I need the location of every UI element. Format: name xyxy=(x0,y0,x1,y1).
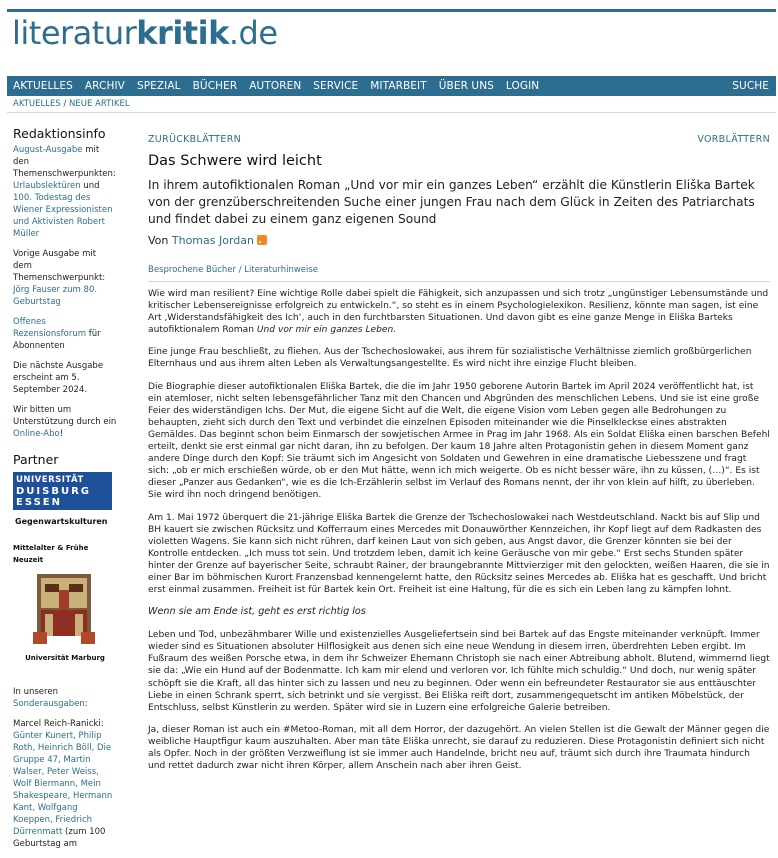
ude-logo-line2: DUISBURG xyxy=(16,486,91,497)
nav-item-suche[interactable]: SUCHE xyxy=(732,80,769,92)
top-rule xyxy=(7,9,776,12)
topic-link-urlaub[interactable]: Urlaubslektüren xyxy=(13,181,81,191)
forward-link[interactable]: VORBLÄTTERN xyxy=(697,134,770,145)
nav-item-spezial[interactable]: SPEZIAL xyxy=(136,80,181,92)
paragraph-1-text: Wie wird man resilient? Eine wichtige Rolle dabei spielt die Fähigkeit, sich anzupassen und sich trotz „ungünstiger Lebensumstände und kritischer Lebensereignisse erfolgreich zu entwickeln.“, so steht es in einem Psychologielexikon. Resilienz, könnte man sagen, ist eine Art ‚Widerstandsfähigkeit des Ich‘, auch in den furchtbarsten Situationen. Und davon gibt es eine ganze Menge in Eliška Barteks autofiktionalem Roman xyxy=(148,289,769,336)
special-issues xyxy=(13,686,117,850)
article-paragraph-5: Leben und Tod, unbezähmbarer Wille und existenzielles Ausgeliefertsein sind bei Bartek auf das Engste miteinander verknüpft. Immer wieder sind es Situationen absoluter Hilflosigkeit aus denen sich eine neue Wendung in diesem irren, überdrehten Leben ergibt. Im Fußraum des weißen Porsche etwa, in dem ihr Schweizer Ehemann Christoph sie nach einer Abtreibung abholt. Blutend, wimmernd liegt sie da: „Wie ein Hund auf der Bodenmatte. Ich kam mir elend und verloren vor. Ich fühlte mich schuldig.“ Und doch, nur wenig später schöpft sie die Kraft, all das hinter sich zu lassen und neu zu beginnen. Oder wenn ein befreundeter Restaurator sie aus enttäuschter Liebe in einen Schrank sperrt, sich betrinkt und sie vergisst. Bei Eliška reift dort, zusammengequetscht im antiken Möbelstück, der Entschluss, selbst Künstlerin zu werden. Später wird sie in Luzern eine erfolgreiche Galerie betreiben. xyxy=(148,630,770,713)
article-paragraph-4: Am 1. Mai 1972 überquert die 21-jährige Eliška Bartek die Grenze der Tschechoslowakei nach Westdeutschland. Nackt bis auf Slip und BH kauert sie zwischen Rücksitz und Kofferraum eines Mercedes mit Donauwörther Kennzeichen, ihr Kopf liegt auf dem Radkasten des violetten Wagens. Sie kann sich nicht rühren, darf keinen Laut von sich geben, aus Angst davor, die Grenzer könnten sie bei der Kontrolle entdecken. „Ich muss tot sein. Und trotzdem leben, damit ich keine Geräusche von mir gebe.“ Erst sechs Stunden später hinter der Grenze auf bayerischer Seite, schraubt Rainer, der braungebrannte Mittvierziger mit den gelockten, weißen Haaren, die sie in einer Bar im böhmischen Kurort Franzensbad kennengelernt hatte, den Rücksitz seines Mercedes ab. Eliška hat es geschafft. Und bricht erst einmal zusammen. Freiheit ist für Bartek kein Ort. Freiheit ist eine Haltung, für die es sich ein Leben lang zu kämpfen lohnt. xyxy=(148,512,770,596)
previous-issue-info xyxy=(13,248,117,308)
marburg-mask-logo[interactable] xyxy=(31,570,97,646)
issue-text: mit den Themenschwerpunkten: xyxy=(13,145,116,179)
online-abo-link[interactable]: Online-Abo xyxy=(13,429,60,439)
breadcrumb-separator: / xyxy=(60,99,70,109)
support-info xyxy=(13,404,117,440)
article-paragraph-2: Eine junge Frau beschließt, zu fliehen. Aus der Tschechoslowakei, aus ihrem für sozialistische Verhältnisse ziemlich großbürgerlichen Elternhaus und aus ihrem alten Leben als Verwaltungsangestellte. Es wird nicht ihre einzige Flucht bleiben. xyxy=(148,347,752,370)
nav-item-buecher[interactable]: BÜCHER xyxy=(192,80,238,92)
rr-text: Marcel Reich-Ranicki: xyxy=(13,719,104,729)
books-link[interactable]: Besprochene Bücher / Literaturhinweise xyxy=(148,265,319,275)
prev-issue-link[interactable]: Jörg Fauser zum 80. Geburtstag xyxy=(13,285,98,307)
special-text: In unseren xyxy=(13,687,58,697)
prev-issue-text: Vorige Ausgabe mit dem Themenschwerpunkt: xyxy=(13,249,106,283)
breadcrumb-home[interactable]: AKTUELLES xyxy=(13,99,61,109)
article-pager xyxy=(148,134,770,145)
breadcrumb-current[interactable]: NEUE ARTIKEL xyxy=(69,99,130,109)
ude-logo[interactable] xyxy=(13,472,112,510)
nav-item-mitarbeit[interactable]: MITARBEIT xyxy=(370,80,427,92)
author-link[interactable]: Thomas Jordan xyxy=(171,234,254,247)
support-end: ! xyxy=(59,429,64,439)
next-issue-info: Die nächste Ausgabe erscheint am 5. September 2024. xyxy=(13,361,104,395)
special-issues-link[interactable]: Sonderausgaben xyxy=(13,699,85,709)
article-author xyxy=(148,234,770,247)
sidebar xyxy=(13,128,117,858)
article-subheading: Wenn sie am Ende ist, geht es erst richtig los xyxy=(148,606,366,618)
forum-info xyxy=(13,316,117,352)
current-issue-info xyxy=(13,144,117,240)
site-logo[interactable]: literaturkritik.de xyxy=(12,14,278,52)
ude-caption: Gegenwartskulturen xyxy=(15,517,108,526)
reich-ranicki-info xyxy=(13,718,117,850)
nav-item-service[interactable]: SERVICE xyxy=(313,80,359,92)
forum-link[interactable]: Offenes Rezensionsforum xyxy=(13,317,86,339)
article xyxy=(148,128,770,782)
sidebar-heading: Redaktionsinfo xyxy=(13,126,106,141)
nav-item-login[interactable]: LOGIN xyxy=(505,80,540,92)
rr-end: (zum 100 Geburtstag am xyxy=(13,827,106,849)
book-title-italic: Und vor mir ein ganzes Leben. xyxy=(256,325,397,336)
marburg-caption: Universität Marburg xyxy=(25,654,105,662)
nav-item-aktuelles[interactable]: AKTUELLES xyxy=(13,80,73,92)
nav-item-archiv[interactable]: ARCHIV xyxy=(84,80,125,92)
nav-item-ueber-uns[interactable]: ÜBER UNS xyxy=(438,80,494,92)
special-issues-info xyxy=(13,686,117,710)
partner-heading: Partner xyxy=(13,452,59,467)
issue-link[interactable]: August-Ausgabe xyxy=(13,145,83,155)
breadcrumb xyxy=(13,99,130,109)
books-rule xyxy=(148,281,770,282)
nav-item-autoren[interactable]: AUTOREN xyxy=(249,80,302,92)
special-end: : xyxy=(84,699,88,709)
article-paragraph-6: Ja, dieser Roman ist auch ein #Metoo-Roman, mit all dem Horror, der dazugehört. An vielen Stellen ist die Gewalt der Männer gegen die weibliche Hauptfigur kaum auszuhalten. Aber man täte Eliška unrecht, sie darauf zu reduzieren. Diese Protagonistin definiert sich nicht als Opfer. Noch in der größten Verzweiflung ist sie immer auch Handelnde, bricht neu auf, träumt sich durch ihre Traumata hindurch und rettet dadurch zwar nicht ihren Körper, allem Anschein nach aber ihren Geist. xyxy=(148,724,770,772)
ude-logo-line3: ESSEN xyxy=(16,497,62,508)
main-nav xyxy=(7,76,776,96)
forum-text: für Abonnenten xyxy=(13,329,101,351)
issue-text-and: und xyxy=(80,181,100,191)
support-text: Wir bitten um Unterstützung durch ein xyxy=(13,405,117,427)
article-paragraph-1 xyxy=(148,288,770,336)
article-title: Das Schwere wird leicht xyxy=(148,153,322,169)
ude-logo-line1: UNIVERSITÄT xyxy=(16,475,84,485)
author-prefix: Von xyxy=(148,234,172,247)
topic-link-mueller[interactable]: 100. Todestag des Wiener Expressionisten und Aktivisten Robert Müller xyxy=(13,193,113,239)
mfn-caption: Mittelalter & Frühe Neuzeit xyxy=(13,544,89,564)
rss-icon[interactable] xyxy=(257,235,267,245)
article-lead: In ihrem autofiktionalen Roman „Und vor mir ein ganzes Leben“ erzählt die Künstlerin Eliška Bartek von der grenzüberschreitenden Suche einer jungen Frau nach dem Glück in Zeiten des Patriarchats und findet dabei zu einem ganz eigenen Sound xyxy=(148,178,755,226)
back-link[interactable]: ZURÜCKBLÄTTERN xyxy=(148,134,242,145)
article-paragraph-3: Die Biographie dieser autofiktionalen Eliška Bartek, die die im Jahr 1950 geborene Autorin Bartek im April 2024 veröffentlicht hat, ist ein atemloser, nicht selten lebensgefährlicher Tanz mit den Chancen und Abgründen des menschlichen Lebens. Und sie ist eine große Feier des widerständigen Ichs. Der Mut, die eigene Sicht auf die Welt, die eigene Vision vom Leben gegen alle Bedrohungen zu behaupten, zieht sich durch den Text und verbindet die einzelnen Episoden miteinander wie die Pinselkleckse eines abstrakten Gemäldes. Das beginnt schon beim Einmarsch der sowjetischen Armee in Prag im Jahr 1968. Als ein Soldat Eliška einen barschen Befehl erteilt, denkt sie erst einmal gar nicht daran, ihn zu befolgen. Der kaum 18 Jahre alten Protagonistin gehen in diesem Moment ganz andere Dinge durch den Kopf: Sie träumt sich im Angesicht von Soldaten und Gewehren in eine dramatische Liebesszene und fragt sich: „ob er mich erschießen würde, ob er den Mut hätte, wenn ich mich weigerte. Ob es nicht besser wäre, ihn zu küssen, (…)“. Es ist dieser „Panzer aus Gedanken“, wie es die Ich-Erzählerin selbst im Verlauf des Romans nennt, der ihr von klein auf hilft, zu überleben. Sie wird ihn noch dringend benötigen. xyxy=(148,381,770,501)
reich-ranicki-links[interactable]: Günter Kunert, Philip Roth, Heinrich Böll, Die Gruppe 47, Martin Walser, Peter Weiss, Wolf Biermann, Mein Shakespeare, Hermann Kant, Wolfgang Koeppen, Friedrich Dürrenmatt xyxy=(13,731,113,837)
breadcrumb-rule xyxy=(7,112,776,113)
